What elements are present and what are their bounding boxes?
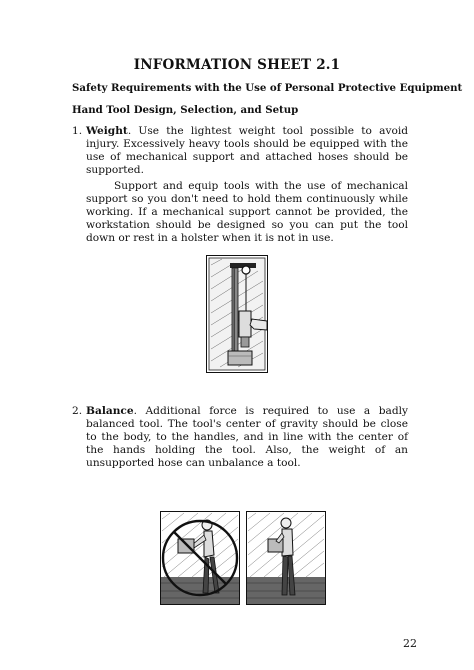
page-title: INFORMATION SHEET 2.1 [133,57,341,73]
incorrect-posture-illustration [160,511,240,605]
list-number: 1. [72,125,83,137]
item-body: . Use the lightest weight tool possible to avoid injury. Excessively heavy tools should be equipped with the use of mechanical support and attached hoses should be supported. [86,125,408,176]
item-label: Weight [86,125,128,137]
correct-posture-illustration [246,511,326,605]
list-text [86,405,408,470]
list-number: 2. [72,405,83,417]
tool-support-illustration [206,255,268,373]
page-number: 22 [403,637,417,650]
item-label: Balance [86,405,134,417]
section-heading: Safety Requirements with the Use of Personal Protective Equipment [72,82,463,94]
support-paragraph: Support and equip tools with the use of mechanical support so you don't need to hold them continuously while working. If a mechanical support cannot be provided, the workstation should be designed so you can put the tool down or rest in a holster when it is not in use. [86,180,408,244]
subsection-heading: Hand Tool Design, Selection, and Setup [72,104,299,116]
item-body: . Additional force is required to use a badly balanced tool. The tool's center of gravity should be close to the body, to the handles, and in line with the center of the hands holding the tool. Also, the weight of an unsupported hose can unbalance a tool. [86,405,408,469]
list-text [86,125,408,177]
